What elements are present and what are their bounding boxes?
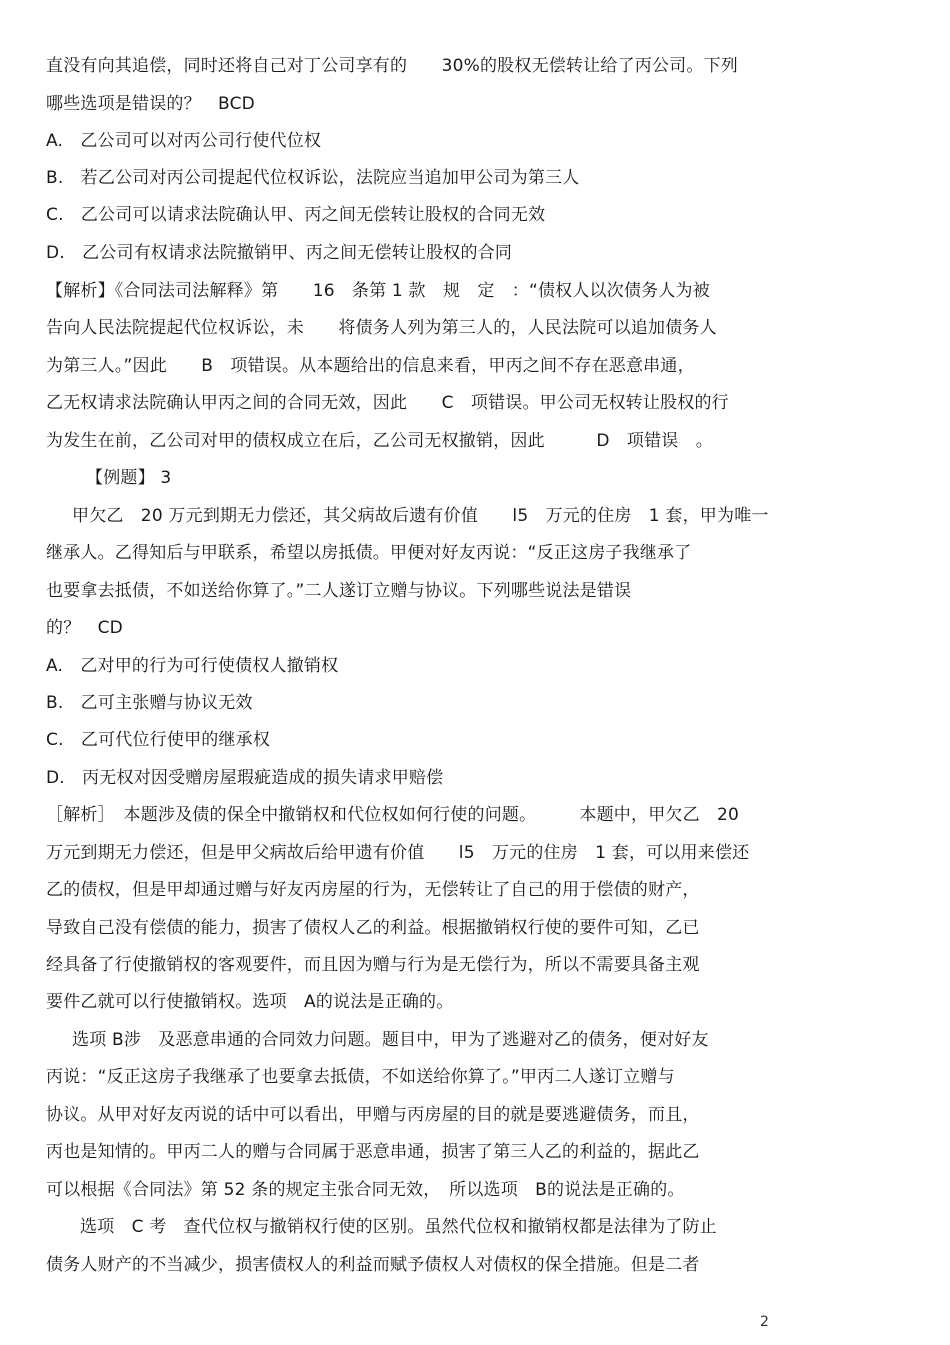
analysis-line: 要件乙就可以行使撤销权。选项 A的说法是正确的。 [46, 992, 454, 1012]
analysis-line: 【解析】《合同法司法解释》第 16 条第 1 款 规 定 ：“债权人以次债务人为被 [46, 281, 710, 301]
analysis-line: ［解析］ 本题涉及债的保全中撤销权和代位权如何行使的问题。 本题中，甲欠乙 20 [46, 805, 740, 825]
option-a: A. 乙对甲的行为可行使债权人撤销权 [46, 656, 339, 676]
analysis-line: 经具备了行使撤销权的客观要件，而且因为赠与行为是无偿行为，所以不需要具备主观 [46, 955, 700, 975]
analysis-line: 导致自己没有偿债的能力，损害了债权人乙的利益。根据撤销权行使的要件可知，乙已 [46, 918, 700, 938]
example-line: 也要拿去抵债，不如送给你算了。”二人遂订立赠与协议。下列哪些说法是错误 [46, 581, 632, 601]
analysis-line: 乙的债权，但是甲却通过赠与好友丙房屋的行为，无偿转让了自己的用于偿债的财产， [46, 880, 700, 900]
analysis-line: 为第三人。”因此 B 项错误。从本题给出的信息来看，甲丙之间不存在恶意串通， [46, 356, 695, 376]
page-number: 2 [760, 1314, 769, 1330]
option-b: B. 若乙公司对丙公司提起代位权诉讼，法院应当追加甲公司为第三人 [46, 168, 580, 188]
option-d: D. 乙公司有权请求法院撤销甲、丙之间无偿转让股权的合同 [46, 243, 513, 263]
option-a: A. 乙公司可以对丙公司行使代位权 [46, 131, 322, 151]
analysis-line: 协议。从甲对好友丙说的话中可以看出，甲赠与丙房屋的目的就是要逃避债务，而且， [46, 1105, 700, 1125]
analysis-line: 选项 C 考 查代位权与撤销权行使的区别。虽然代位权和撤销权都是法律为了防止 [80, 1217, 717, 1237]
body-line: 直没有向其追偿，同时还将自己对丁公司享有的 30%的股权无偿转让给了丙公司。下列 [46, 56, 738, 76]
analysis-line: 丙说：“反正这房子我继承了也要拿去抵债，不如送给你算了。”甲丙二人遂订立赠与 [46, 1067, 675, 1087]
example-heading: 【例题】 3 [86, 468, 172, 488]
option-c: C. 乙公司可以请求法院确认甲、丙之间无偿转让股权的合同无效 [46, 205, 546, 225]
analysis-line: 债务人财产的不当减少，损害债权人的利益而赋予债权人对债权的保全措施。但是二者 [46, 1255, 700, 1275]
option-b: B. 乙可主张赠与协议无效 [46, 693, 253, 713]
analysis-line: 为发生在前，乙公司对甲的债权成立在后，乙公司无权撤销，因此 D 项错误 。 [46, 431, 713, 451]
analysis-line: 可以根据《合同法》第 52 条的规定主张合同无效， 所以选项 B的说法是正确的。 [46, 1180, 685, 1200]
analysis-line: 万元到期无力偿还，但是甲父病故后给甲遗有价值 l5 万元的住房 1 套，可以用来偿还 [46, 843, 750, 863]
question-line: 的？ CD [46, 618, 123, 638]
analysis-line: 告向人民法院提起代位权诉讼，未 将债务人列为第三人的，人民法院可以追加债务人 [46, 318, 717, 338]
option-c: C. 乙可代位行使甲的继承权 [46, 730, 271, 750]
option-d: D. 丙无权对因受赠房屋瑕疵造成的损失请求甲赔偿 [46, 768, 444, 788]
analysis-line: 乙无权请求法院确认甲丙之间的合同无效，因此 C 项错误。甲公司无权转让股权的行 [46, 393, 729, 413]
question-line: 哪些选项是错误的？ BCD [46, 94, 255, 114]
analysis-line: 选项 B涉 及恶意串通的合同效力问题。题目中，甲为了逃避对乙的债务，便对好友 [72, 1030, 709, 1050]
example-line: 甲欠乙 20 万元到期无力偿还，其父病故后遗有价值 l5 万元的住房 1 套，甲为唯一 [72, 506, 769, 526]
example-line: 继承人。乙得知后与甲联系，希望以房抵债。甲便对好友丙说：“反正这房子我继承了 [46, 543, 692, 563]
analysis-line: 丙也是知情的。甲丙二人的赠与合同属于恶意串通，损害了第三人乙的利益的，据此乙 [46, 1142, 700, 1162]
